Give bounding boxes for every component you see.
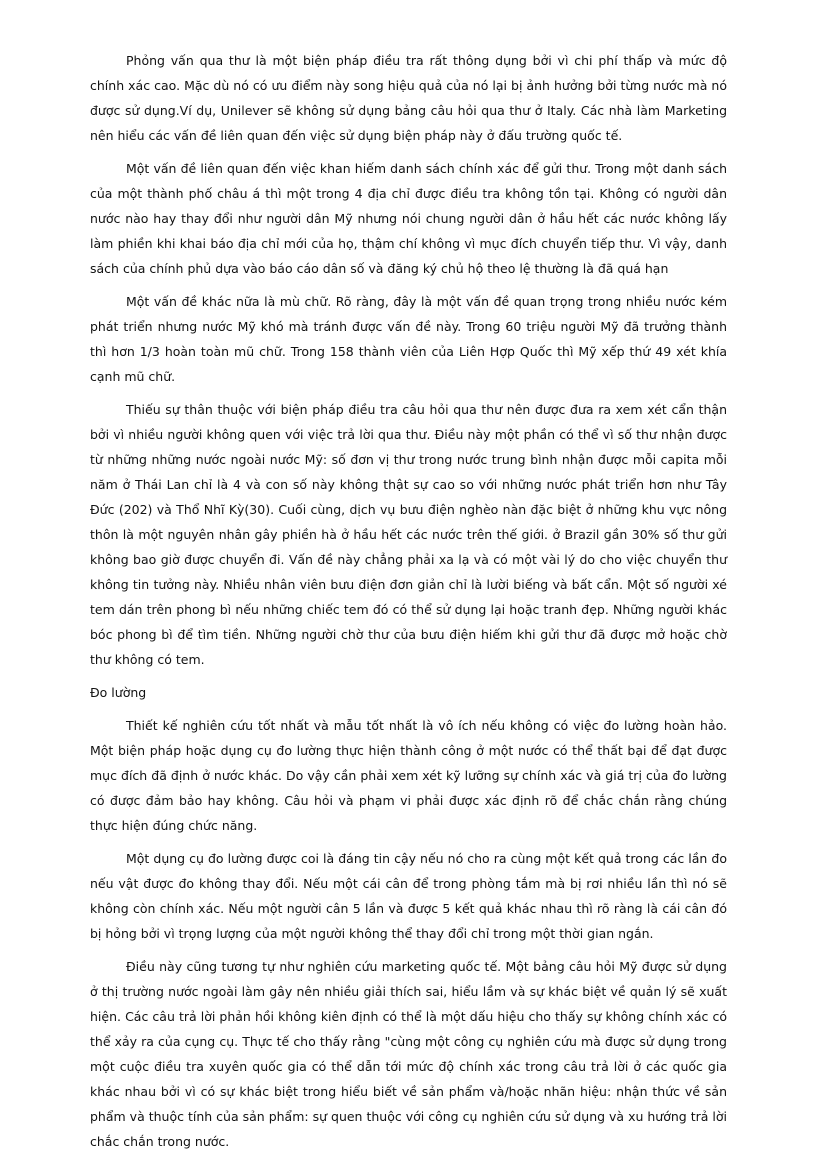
section-heading-measurement: Đo lường <box>90 685 147 700</box>
paragraph-illiteracy: Một vấn đề khác nữa là mù chữ. Rõ ràng, đây là một vấn đề quan trọng trong nhiều nước kém phát triển nhưng nước Mỹ khó mà tránh được vấn đề này. Trong 60 triệu người Mỹ đã trưởng thành thì hơn 1/3 hoàn toàn mũ chữ. Trong 158 thành viên của Liên Hợp Quốc thì Mỹ xếp thứ 49 xét khía cạnh mũ chữ. <box>90 294 727 384</box>
paragraph-international-research: Điều này cũng tương tự như nghiên cứu marketing quốc tế. Một bảng câu hỏi Mỹ được sử dụng ở thị trường nước ngoài làm gây nên nhiều giải thích sai, hiểu lầm và sự khác biệt về quản lý sẽ xuất hiện. Các câu trả lời phản hồi không kiên định có thể là một dấu hiệu cho thấy sự không chính xác có thể xảy ra của cụng cụ. Thực tế cho thấy rằng "cùng một công cụ nghiên cứu mà được sử dụng trong một cuộc điều tra xuyên quốc gia có thể dẫn tới mức độ chính xác trong câu trả lời ở các quốc gia khác nhau bởi vì có sự khác biệt trong hiểu biết về sản phẩm và/hoặc nhãn hiệu: nhận thức về sản phẩm và thuộc tính của sản phẩm: sự quen thuộc với công cụ nghiên cứu sử dụng và xu hướng trả lời chắc chắn trong nước. <box>90 959 727 1149</box>
paragraph-measurement-design: Thiết kế nghiên cứu tốt nhất và mẫu tốt nhất là vô ích nếu không có việc đo lường hoàn hảo. Một biện pháp hoặc dụng cụ đo lường thực hiện thành công ở một nước có thể thất bại để đạt được mục đích đã định ở nước khác. Do vậy cần phải xem xét kỹ lưỡng sự chính xác và giá trị của đo lường có được đảm bảo hay không. Câu hỏi và phạm vi phải được xác định rõ để chắc chắn rằng chúng thực hiện đúng chức năng. <box>90 718 727 833</box>
paragraph-mailing-lists: Một vấn đề liên quan đến việc khan hiếm danh sách chính xác để gửi thư. Trong một danh sách của một thành phố châu á thì một trong 4 địa chỉ được điều tra không tồn tại. Không có người dân nước nào hay thay đổi như người dân Mỹ nhưng nói chung người dân ở hầu hết các nước không lấy làm phiền khi khai báo địa chỉ mới của họ, thậm chí không vì mục đích chuyển tiếp thư. Vì vậy, danh sách của chính phủ dựa vào báo cáo dân số và đăng ký chủ hộ theo lệ thường là đã quá hạn <box>90 161 727 276</box>
paragraph-postal-service: Thiếu sự thân thuộc với biện pháp điều tra câu hỏi qua thư nên được đưa ra xem xét cẩn thận bởi vì nhiều người không quen với việc trả lời qua thư. Điều này một phần có thể vì số thư nhận được từ những những nước ngoài nước Mỹ: số đơn vị thư trong nước trung bình nhận được mỗi capita mỗi năm ở Thái Lan chỉ là 4 và con số này không thật sự cao so với những nước phát triển hơn như Tây Đức (202) và Thổ Nhĩ Kỳ(30). Cuối cùng, dịch vụ bưu điện nghèo nàn đặc biệt ở những khu vực nông thôn là một nguyên nhân gây phiền hà ở hầu hết các nước trên thế giới. ở Brazil gần 30% số thư gửi không bao giờ được chuyển đi. Vấn đề này chẳng phải xa lạ và có một vài lý do cho việc chuyển thư không tin tưởng này. Nhiều nhân viên bưu điện đơn giản chỉ là lười biếng và bất cẩn. Một số người xé tem dán trên phong bì nếu những chiếc tem đó có thể sử dụng lại hoặc tranh đẹp. Những người khác bóc phong bì để tìm tiền. Những người chờ thư của bưu điện hiếm khi gửi thư đã được mở hoặc chờ thư không có tem. <box>90 402 727 667</box>
document-page <box>90 48 727 1162</box>
paragraph-reliability: Một dụng cụ đo lường được coi là đáng tin cậy nếu nó cho ra cùng một kết quả trong các lần đo nếu vật được đo không thay đổi. Nếu một cái cân để trong phòng tắm mà bị rơi nhiều lần thì nó sẽ không còn chính xác. Nếu một người cân 5 lần và được 5 kết quả khác nhau thì rõ ràng là cái cân đó bị hỏng bởi vì trọng lượng của một người không thể thay đổi chỉ trong một thời gian ngắn. <box>90 851 727 941</box>
paragraph-mail-survey: Phỏng vấn qua thư là một biện pháp điều tra rất thông dụng bởi vì chi phí thấp và mức độ chính xác cao. Mặc dù nó có ưu điểm này song hiệu quả của nó lại bị ảnh hưởng bởi từng nước mà nó được sử dụng.Ví dụ, Unilever sẽ không sử dụng bảng câu hỏi qua thư ở Italy. Các nhà làm Marketing nên hiểu các vấn đề liên quan đến việc sử dụng biện pháp này ở đấu trường quốc tế. <box>90 53 727 143</box>
